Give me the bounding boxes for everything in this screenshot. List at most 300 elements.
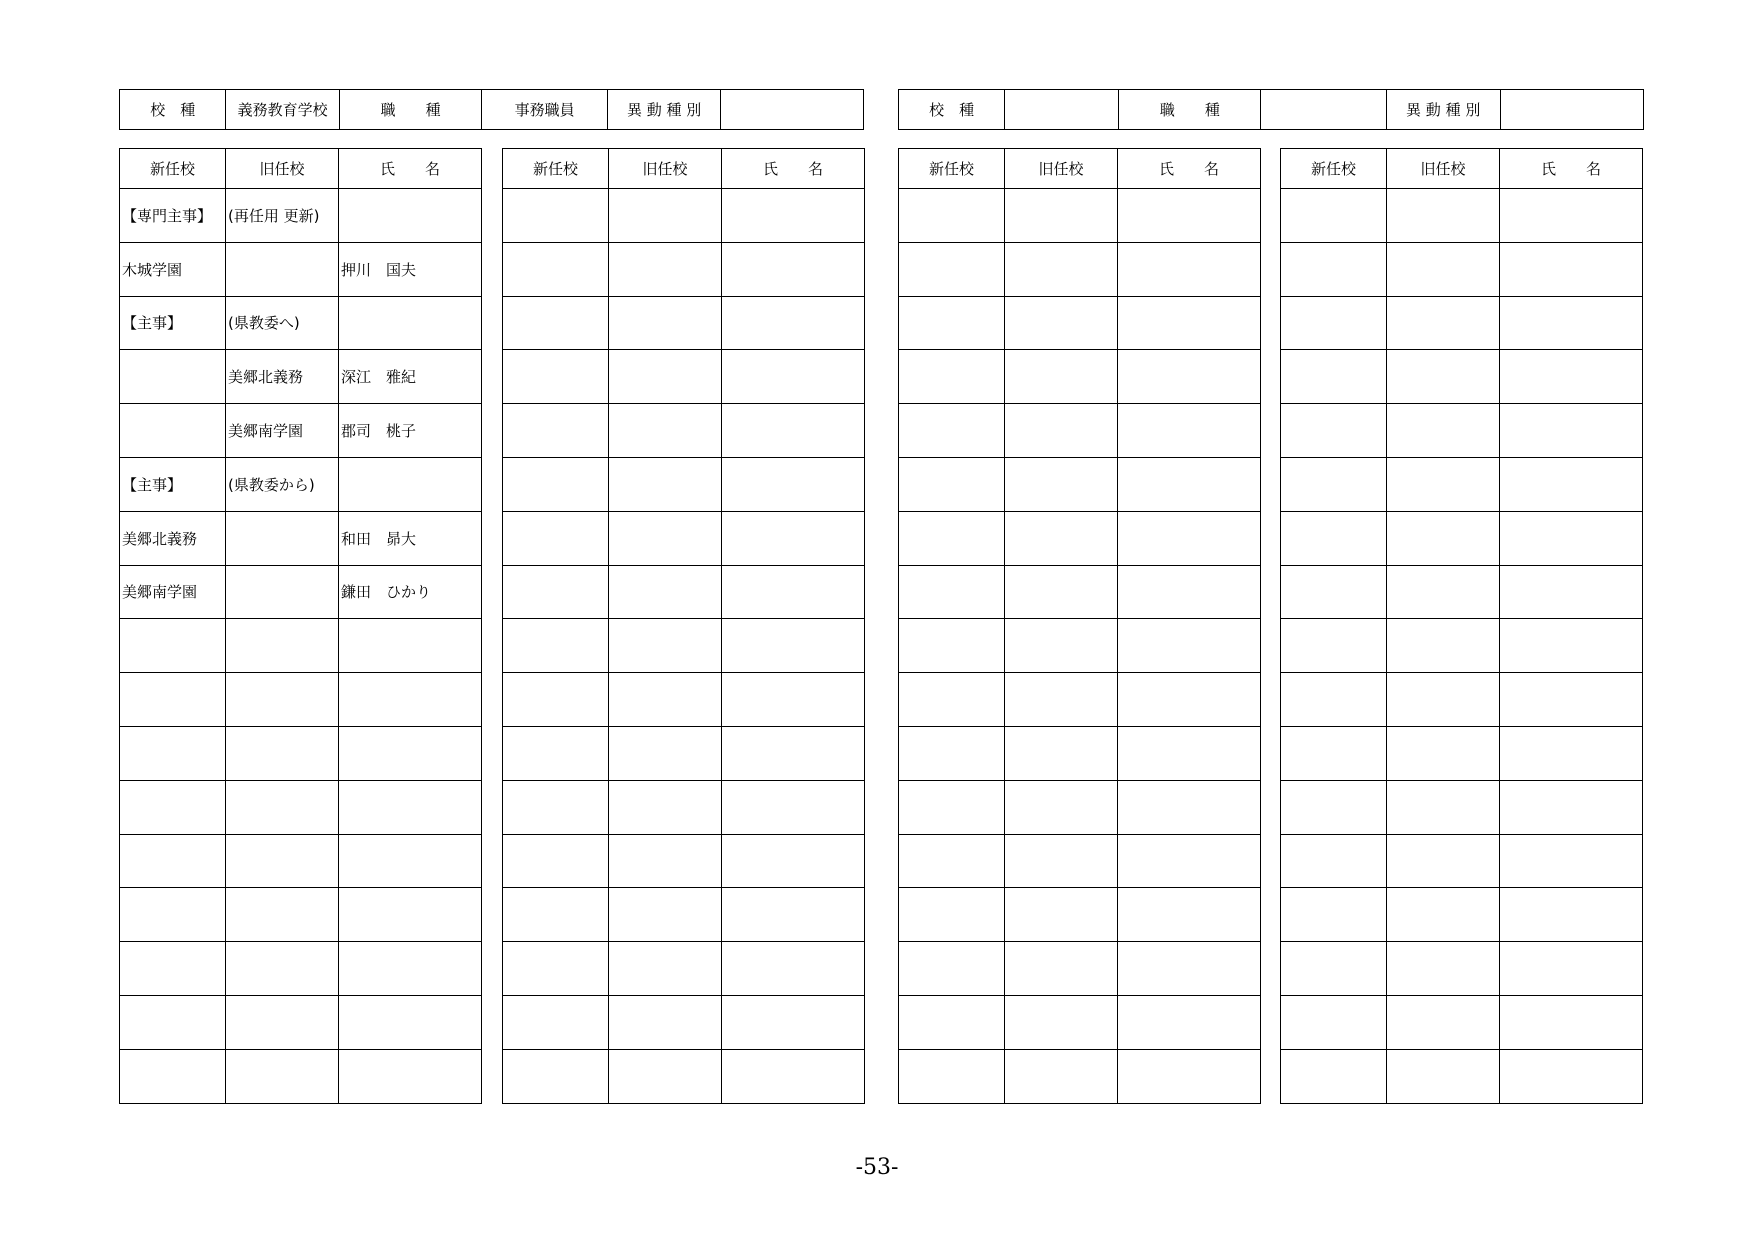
cell-name <box>1500 189 1643 243</box>
table-row <box>1281 242 1643 296</box>
cell-old-school <box>609 780 722 834</box>
column-header-new-school: 新任校 <box>120 149 226 189</box>
ledger-table-2 <box>502 148 865 1104</box>
table-row <box>503 242 865 296</box>
cell-old-school <box>1005 673 1118 727</box>
cell-old-school <box>609 942 722 996</box>
cell-name <box>1118 242 1261 296</box>
table-row <box>899 457 1261 511</box>
cell-name <box>1118 619 1261 673</box>
cell-name <box>339 1049 482 1103</box>
table-row <box>120 457 482 511</box>
cell-name <box>339 780 482 834</box>
cell-new-school <box>503 673 609 727</box>
table-row <box>120 995 482 1049</box>
table-row <box>899 888 1261 942</box>
school-type-label: 校 種 <box>120 90 226 130</box>
cell-new-school <box>899 942 1005 996</box>
cell-name <box>722 673 865 727</box>
cell-old-school <box>1005 726 1118 780</box>
job-type-value <box>1261 90 1386 130</box>
table-row <box>120 404 482 458</box>
cell-new-school <box>120 726 226 780</box>
cell-name <box>1500 619 1643 673</box>
cell-old-school <box>1005 242 1118 296</box>
table-row <box>1281 565 1643 619</box>
cell-name <box>722 350 865 404</box>
cell-name <box>339 995 482 1049</box>
cell-name <box>722 619 865 673</box>
cell-old-school <box>1387 189 1500 243</box>
cell-old-school <box>1387 350 1500 404</box>
cell-name <box>722 404 865 458</box>
cell-old-school <box>1005 888 1118 942</box>
cell-old-school <box>609 189 722 243</box>
cell-new-school <box>503 780 609 834</box>
cell-old-school <box>609 457 722 511</box>
cell-new-school <box>503 834 609 888</box>
cell-old-school <box>1387 673 1500 727</box>
table-row <box>503 1049 865 1103</box>
column-header-new-school: 新任校 <box>1281 149 1387 189</box>
ledger-table-1 <box>119 148 482 1104</box>
cell-name <box>339 619 482 673</box>
transfer-type-value <box>721 90 864 130</box>
school-type-label: 校 種 <box>899 90 1005 130</box>
cell-new-school <box>899 888 1005 942</box>
cell-name <box>722 888 865 942</box>
cell-name <box>1500 404 1643 458</box>
table-row <box>120 834 482 888</box>
table-row <box>1281 1049 1643 1103</box>
cell-new-school: 【主事】 <box>120 296 226 350</box>
cell-old-school <box>609 296 722 350</box>
cell-old-school <box>1387 565 1500 619</box>
cell-name <box>1500 995 1643 1049</box>
cell-new-school <box>1281 457 1387 511</box>
cell-new-school <box>1281 888 1387 942</box>
cell-new-school <box>503 350 609 404</box>
cell-new-school <box>503 242 609 296</box>
cell-new-school <box>120 350 226 404</box>
cell-name <box>722 726 865 780</box>
cell-old-school <box>609 888 722 942</box>
table-row <box>899 1049 1261 1103</box>
table-row <box>899 296 1261 350</box>
cell-name <box>1118 296 1261 350</box>
cell-old-school <box>609 673 722 727</box>
cell-new-school: 美郷北義務 <box>120 511 226 565</box>
table-row <box>899 726 1261 780</box>
cell-name <box>1118 780 1261 834</box>
cell-name <box>1118 511 1261 565</box>
table-row <box>899 404 1261 458</box>
cell-old-school <box>226 1049 339 1103</box>
cell-old-school: (再任用 更新) <box>226 189 339 243</box>
table-row <box>120 1049 482 1103</box>
column-header-old-school: 旧任校 <box>226 149 339 189</box>
table-row <box>503 404 865 458</box>
table-row <box>899 942 1261 996</box>
cell-old-school <box>1387 242 1500 296</box>
cell-old-school <box>226 780 339 834</box>
cell-name <box>1500 888 1643 942</box>
cell-old-school <box>609 511 722 565</box>
transfer-type-label: 異 動 種 別 <box>1386 90 1500 130</box>
cell-new-school <box>899 242 1005 296</box>
table-row <box>1281 673 1643 727</box>
cell-old-school <box>1387 619 1500 673</box>
cell-old-school <box>609 834 722 888</box>
cell-name <box>1118 350 1261 404</box>
table-row <box>503 296 865 350</box>
cell-new-school <box>1281 995 1387 1049</box>
cell-name <box>1118 457 1261 511</box>
cell-new-school <box>899 834 1005 888</box>
cell-new-school <box>1281 726 1387 780</box>
column-header-name: 氏 名 <box>722 149 865 189</box>
cell-new-school <box>1281 296 1387 350</box>
table-row <box>1281 404 1643 458</box>
cell-new-school <box>120 995 226 1049</box>
cell-new-school <box>503 726 609 780</box>
cell-new-school <box>1281 1049 1387 1103</box>
cell-new-school <box>120 619 226 673</box>
cell-new-school <box>503 404 609 458</box>
cell-name <box>722 457 865 511</box>
cell-name <box>1118 1049 1261 1103</box>
cell-new-school <box>1281 565 1387 619</box>
cell-name <box>1118 888 1261 942</box>
column-header-new-school: 新任校 <box>503 149 609 189</box>
right-header-table <box>898 89 1644 130</box>
cell-name <box>722 565 865 619</box>
cell-old-school <box>609 350 722 404</box>
job-type-label: 職 種 <box>1119 90 1261 130</box>
cell-new-school <box>120 888 226 942</box>
cell-old-school <box>226 942 339 996</box>
cell-new-school <box>899 511 1005 565</box>
cell-name: 押川 国夫 <box>339 242 482 296</box>
table-row <box>503 619 865 673</box>
cell-name <box>1118 189 1261 243</box>
cell-old-school <box>609 404 722 458</box>
table-row <box>1281 995 1643 1049</box>
cell-name <box>339 726 482 780</box>
cell-old-school <box>226 888 339 942</box>
cell-new-school <box>899 780 1005 834</box>
column-header-row <box>120 149 482 189</box>
cell-name <box>1118 565 1261 619</box>
cell-old-school <box>1005 565 1118 619</box>
cell-name <box>1500 673 1643 727</box>
table-row <box>899 350 1261 404</box>
column-header-old-school: 旧任校 <box>1005 149 1118 189</box>
cell-old-school: (県教委から) <box>226 457 339 511</box>
cell-old-school <box>609 242 722 296</box>
table-row <box>1281 888 1643 942</box>
cell-old-school <box>1005 404 1118 458</box>
table-row <box>1281 511 1643 565</box>
table-row <box>120 242 482 296</box>
cell-old-school <box>1005 619 1118 673</box>
cell-new-school <box>899 673 1005 727</box>
job-type-label: 職 種 <box>339 90 482 130</box>
table-row <box>503 511 865 565</box>
column-header-name: 氏 名 <box>339 149 482 189</box>
cell-new-school <box>503 565 609 619</box>
cell-old-school <box>1005 457 1118 511</box>
table-row <box>1281 780 1643 834</box>
table-row <box>899 619 1261 673</box>
job-type-value: 事務職員 <box>482 90 608 130</box>
cell-name <box>339 457 482 511</box>
cell-new-school <box>1281 834 1387 888</box>
cell-old-school <box>609 619 722 673</box>
cell-name <box>1118 726 1261 780</box>
cell-name: 郡司 桃子 <box>339 404 482 458</box>
table-row <box>120 189 482 243</box>
cell-old-school <box>609 565 722 619</box>
cell-name <box>1500 726 1643 780</box>
cell-new-school <box>899 565 1005 619</box>
cell-new-school <box>1281 673 1387 727</box>
cell-new-school <box>503 995 609 1049</box>
table-row <box>120 942 482 996</box>
cell-new-school: 美郷南学園 <box>120 565 226 619</box>
cell-name <box>722 296 865 350</box>
school-type-value: 義務教育学校 <box>226 90 339 130</box>
table-row <box>899 673 1261 727</box>
cell-name <box>722 780 865 834</box>
cell-old-school <box>609 726 722 780</box>
cell-old-school <box>226 673 339 727</box>
cell-name <box>1118 834 1261 888</box>
cell-name <box>722 942 865 996</box>
table-row <box>503 780 865 834</box>
cell-old-school <box>1387 404 1500 458</box>
cell-name <box>1500 350 1643 404</box>
cell-old-school <box>1387 780 1500 834</box>
cell-new-school: 【専門主事】 <box>120 189 226 243</box>
table-row <box>120 780 482 834</box>
table-row <box>1281 189 1643 243</box>
table-row <box>503 457 865 511</box>
table-row <box>1281 296 1643 350</box>
cell-new-school <box>503 189 609 243</box>
cell-old-school <box>609 995 722 1049</box>
cell-new-school <box>120 780 226 834</box>
cell-new-school <box>899 457 1005 511</box>
cell-new-school <box>1281 189 1387 243</box>
cell-name <box>1118 404 1261 458</box>
cell-old-school <box>1387 942 1500 996</box>
cell-new-school <box>899 350 1005 404</box>
cell-name <box>339 673 482 727</box>
transfer-type-label: 異 動 種 別 <box>607 90 720 130</box>
table-row <box>503 942 865 996</box>
cell-old-school <box>226 834 339 888</box>
table-row <box>120 619 482 673</box>
cell-old-school <box>226 995 339 1049</box>
cell-name <box>1500 511 1643 565</box>
cell-old-school <box>1005 942 1118 996</box>
column-header-name: 氏 名 <box>1500 149 1643 189</box>
cell-new-school <box>1281 404 1387 458</box>
cell-old-school <box>1387 726 1500 780</box>
column-header-row <box>1281 149 1643 189</box>
column-header-name: 氏 名 <box>1118 149 1261 189</box>
cell-new-school <box>1281 242 1387 296</box>
cell-new-school <box>899 995 1005 1049</box>
cell-new-school <box>120 404 226 458</box>
cell-name <box>722 189 865 243</box>
cell-name <box>339 942 482 996</box>
cell-new-school <box>899 296 1005 350</box>
cell-new-school <box>120 673 226 727</box>
cell-new-school <box>120 834 226 888</box>
cell-name <box>1500 565 1643 619</box>
table-row <box>503 189 865 243</box>
cell-old-school <box>1387 296 1500 350</box>
cell-old-school <box>1387 995 1500 1049</box>
cell-name <box>1500 942 1643 996</box>
cell-name <box>339 189 482 243</box>
cell-new-school <box>899 404 1005 458</box>
cell-new-school <box>1281 780 1387 834</box>
cell-old-school <box>1005 511 1118 565</box>
cell-old-school <box>1005 350 1118 404</box>
cell-old-school: 美郷北義務 <box>226 350 339 404</box>
ledger-table-3 <box>898 148 1261 1104</box>
column-header-row <box>899 149 1261 189</box>
table-row <box>120 888 482 942</box>
cell-new-school <box>1281 511 1387 565</box>
cell-name <box>1500 242 1643 296</box>
cell-old-school <box>609 1049 722 1103</box>
table-row <box>1281 350 1643 404</box>
table-row <box>1281 726 1643 780</box>
cell-name <box>339 888 482 942</box>
table-row <box>503 350 865 404</box>
cell-old-school: (県教委へ) <box>226 296 339 350</box>
column-header-new-school: 新任校 <box>899 149 1005 189</box>
cell-new-school <box>120 1049 226 1103</box>
table-row <box>899 780 1261 834</box>
cell-old-school <box>226 619 339 673</box>
cell-name <box>722 995 865 1049</box>
cell-name <box>1118 995 1261 1049</box>
cell-new-school <box>1281 942 1387 996</box>
cell-name <box>339 296 482 350</box>
table-row <box>899 995 1261 1049</box>
cell-old-school: 美郷南学園 <box>226 404 339 458</box>
cell-name: 深江 雅紀 <box>339 350 482 404</box>
cell-name: 鎌田 ひかり <box>339 565 482 619</box>
table-row <box>1281 942 1643 996</box>
table-row <box>120 565 482 619</box>
cell-old-school <box>226 726 339 780</box>
cell-name <box>722 511 865 565</box>
cell-name: 和田 昴大 <box>339 511 482 565</box>
cell-old-school <box>1005 189 1118 243</box>
cell-new-school <box>503 296 609 350</box>
cell-new-school <box>1281 619 1387 673</box>
cell-name <box>1500 457 1643 511</box>
cell-new-school <box>899 726 1005 780</box>
cell-name <box>722 242 865 296</box>
table-row <box>120 511 482 565</box>
table-row <box>503 888 865 942</box>
page-number: -53- <box>855 1155 899 1180</box>
table-row <box>503 834 865 888</box>
cell-new-school <box>899 189 1005 243</box>
column-header-old-school: 旧任校 <box>609 149 722 189</box>
cell-new-school: 木城学園 <box>120 242 226 296</box>
cell-new-school <box>503 511 609 565</box>
cell-old-school <box>226 511 339 565</box>
table-row <box>899 834 1261 888</box>
table-row <box>1281 619 1643 673</box>
cell-old-school <box>226 242 339 296</box>
table-row <box>120 726 482 780</box>
cell-old-school <box>1005 834 1118 888</box>
cell-new-school <box>120 942 226 996</box>
cell-old-school <box>1387 457 1500 511</box>
transfer-type-value <box>1500 90 1643 130</box>
table-row <box>503 726 865 780</box>
cell-new-school <box>1281 350 1387 404</box>
table-row <box>120 673 482 727</box>
cell-old-school <box>1387 834 1500 888</box>
table-row <box>120 350 482 404</box>
school-type-value <box>1005 90 1119 130</box>
table-row <box>503 995 865 1049</box>
cell-name <box>1500 780 1643 834</box>
table-row <box>503 565 865 619</box>
cell-name <box>339 834 482 888</box>
cell-new-school <box>503 457 609 511</box>
table-row <box>503 673 865 727</box>
cell-new-school <box>503 942 609 996</box>
cell-new-school <box>503 1049 609 1103</box>
cell-name <box>1500 1049 1643 1103</box>
cell-name <box>722 1049 865 1103</box>
cell-name <box>1118 942 1261 996</box>
table-row <box>120 296 482 350</box>
cell-new-school <box>503 888 609 942</box>
cell-old-school <box>1387 888 1500 942</box>
table-row <box>1281 457 1643 511</box>
cell-old-school <box>1005 296 1118 350</box>
cell-old-school <box>226 565 339 619</box>
cell-old-school <box>1005 1049 1118 1103</box>
cell-name <box>722 834 865 888</box>
cell-new-school <box>503 619 609 673</box>
cell-name <box>1500 834 1643 888</box>
cell-old-school <box>1387 1049 1500 1103</box>
cell-old-school <box>1387 511 1500 565</box>
table-row <box>899 511 1261 565</box>
cell-new-school: 【主事】 <box>120 457 226 511</box>
ledger-table-4 <box>1280 148 1643 1104</box>
table-row <box>1281 834 1643 888</box>
cell-new-school <box>899 1049 1005 1103</box>
table-row <box>899 189 1261 243</box>
cell-old-school <box>1005 995 1118 1049</box>
column-header-row <box>503 149 865 189</box>
table-row <box>899 565 1261 619</box>
